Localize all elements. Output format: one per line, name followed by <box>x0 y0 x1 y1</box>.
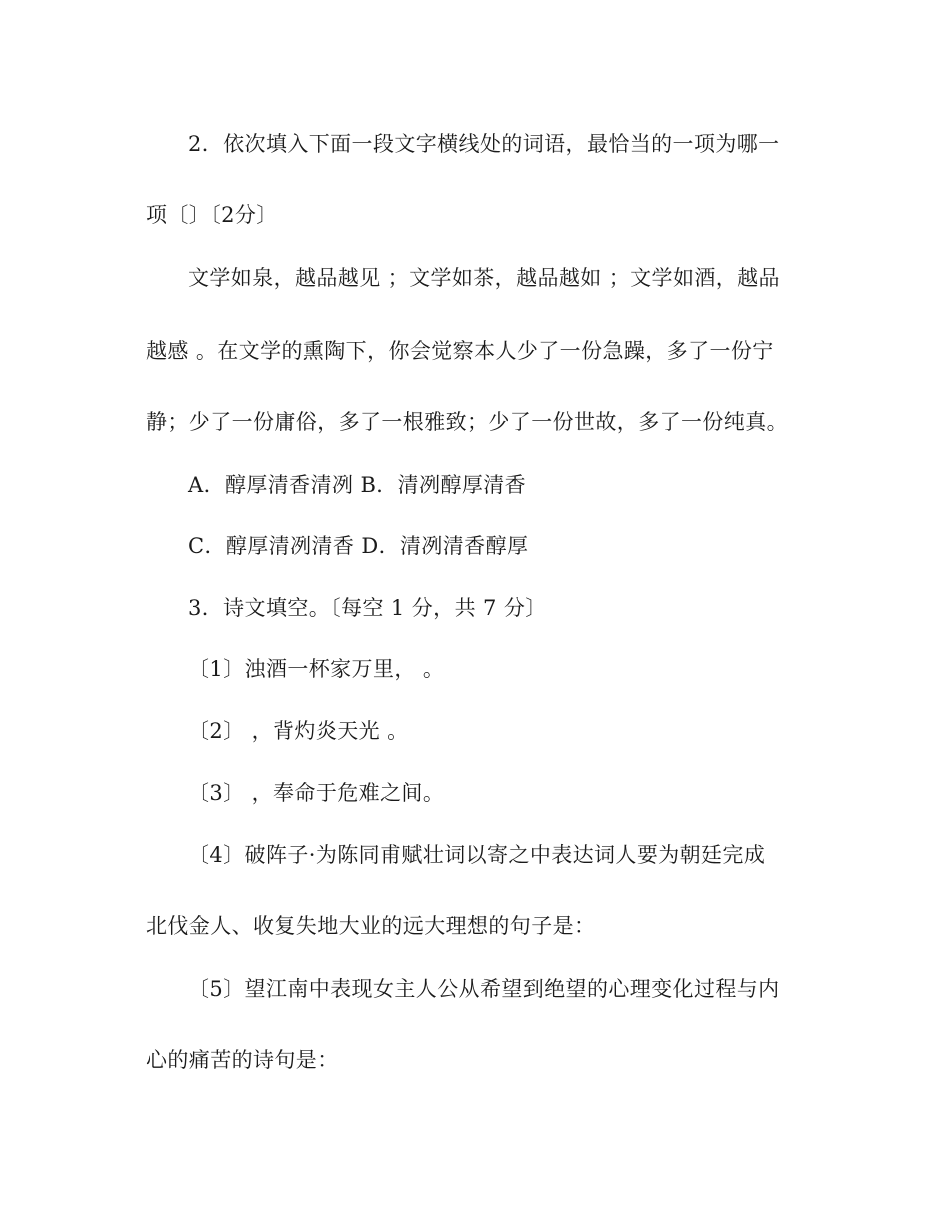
q3-item-4-line-2: 北伐金人、收复失地大业的远大理想的句子是： <box>146 914 596 938</box>
q3-item-2: 〔2〕 ，背灼炎天光 。 <box>188 719 409 743</box>
q2-options-line-1: A．醇厚清香清冽 B．清冽醇厚清香 <box>188 473 527 497</box>
q2-passage-line-3: 静；少了一份庸俗，多了一根雅致；少了一份世故，多了一份纯真。 <box>146 410 788 434</box>
q3-stem: 3．诗文填空。〔每空 1 分，共 7 分〕 <box>188 596 547 620</box>
q3-item-4-line-1: 〔4〕破阵子·为陈同甫赋壮词以寄之中表达词人要为朝廷完成 <box>188 843 766 867</box>
q3-item-3: 〔3〕 ，奉命于危难之间。 <box>188 781 445 805</box>
q2-options-line-2: C．醇厚清冽清香 D．清冽清香醇厚 <box>188 534 529 558</box>
q2-passage-line-1: 文学如泉，越品越见 ；文学如茶，越品越如 ；文学如酒，越品 <box>188 266 780 290</box>
q3-item-1: 〔1〕浊酒一杯家万里， 。 <box>188 657 445 681</box>
q3-item-5-line-1: 〔5〕望江南中表现女主人公从希望到绝望的心理变化过程与内 <box>188 977 780 1001</box>
q3-item-5-line-2: 心的痛苦的诗句是： <box>146 1048 339 1072</box>
q2-stem-line-1: 2．依次填入下面一段文字横线处的词语，最恰当的一项为哪一 <box>188 132 780 156</box>
q2-stem-line-2: 项〔〕〔2分〕 <box>146 203 278 227</box>
q2-passage-line-2: 越感 。在文学的熏陶下，你会觉察本人少了一份急躁，多了一份宁 <box>146 339 774 363</box>
